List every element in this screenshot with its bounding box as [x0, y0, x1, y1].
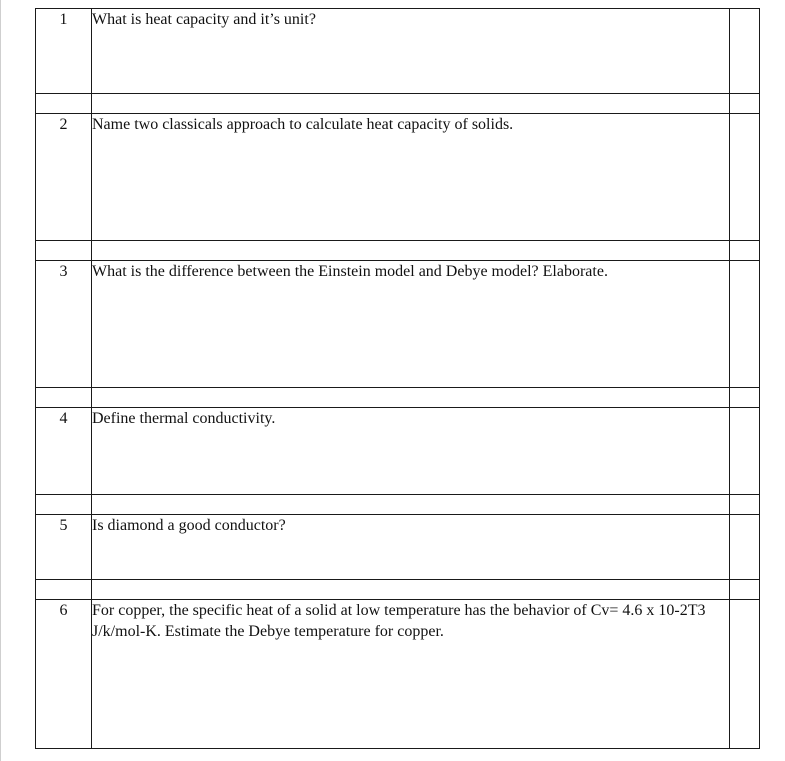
answer-cell	[730, 408, 760, 495]
table-row	[36, 515, 760, 580]
answer-cell	[730, 261, 760, 388]
question-text: What is the difference between the Einstein model and Debye model? Elaborate.	[92, 261, 730, 388]
spacer-cell	[36, 94, 92, 114]
answer-cell	[730, 9, 760, 94]
spacer-row	[36, 241, 760, 261]
spacer-cell	[730, 94, 760, 114]
table-row	[36, 114, 760, 241]
spacer-cell	[92, 495, 730, 515]
spacer-row	[36, 388, 760, 408]
spacer-cell	[36, 388, 92, 408]
question-text: For copper, the specific heat of a solid at low temperature has the behavior of Cv= 4.6 x 10-2T3 J/k/mol-K. Estimate the Debye temperature for copper.	[92, 600, 730, 749]
table-row	[36, 600, 760, 749]
spacer-cell	[730, 580, 760, 600]
spacer-cell	[730, 495, 760, 515]
spacer-cell	[36, 580, 92, 600]
spacer-row	[36, 94, 760, 114]
table-row	[36, 261, 760, 388]
spacer-cell	[730, 241, 760, 261]
spacer-cell	[92, 94, 730, 114]
question-number: 2	[36, 114, 92, 241]
question-text: Define thermal conductivity.	[92, 408, 730, 495]
spacer-cell	[92, 388, 730, 408]
spacer-cell	[730, 388, 760, 408]
spacer-cell	[92, 241, 730, 261]
question-number: 1	[36, 9, 92, 94]
question-number: 6	[36, 600, 92, 749]
spacer-cell	[92, 580, 730, 600]
spacer-row	[36, 580, 760, 600]
answer-cell	[730, 600, 760, 749]
answer-cell	[730, 515, 760, 580]
table-row	[36, 9, 760, 94]
page-left-edge	[0, 0, 1, 761]
question-text: What is heat capacity and it’s unit?	[92, 9, 730, 94]
table-row	[36, 408, 760, 495]
question-text: Is diamond a good conductor?	[92, 515, 730, 580]
answer-cell	[730, 114, 760, 241]
question-text: Name two classicals approach to calculate heat capacity of solids.	[92, 114, 730, 241]
question-number: 4	[36, 408, 92, 495]
question-number: 3	[36, 261, 92, 388]
spacer-cell	[36, 495, 92, 515]
spacer-row	[36, 495, 760, 515]
spacer-cell	[36, 241, 92, 261]
question-table	[35, 8, 760, 749]
question-number: 5	[36, 515, 92, 580]
